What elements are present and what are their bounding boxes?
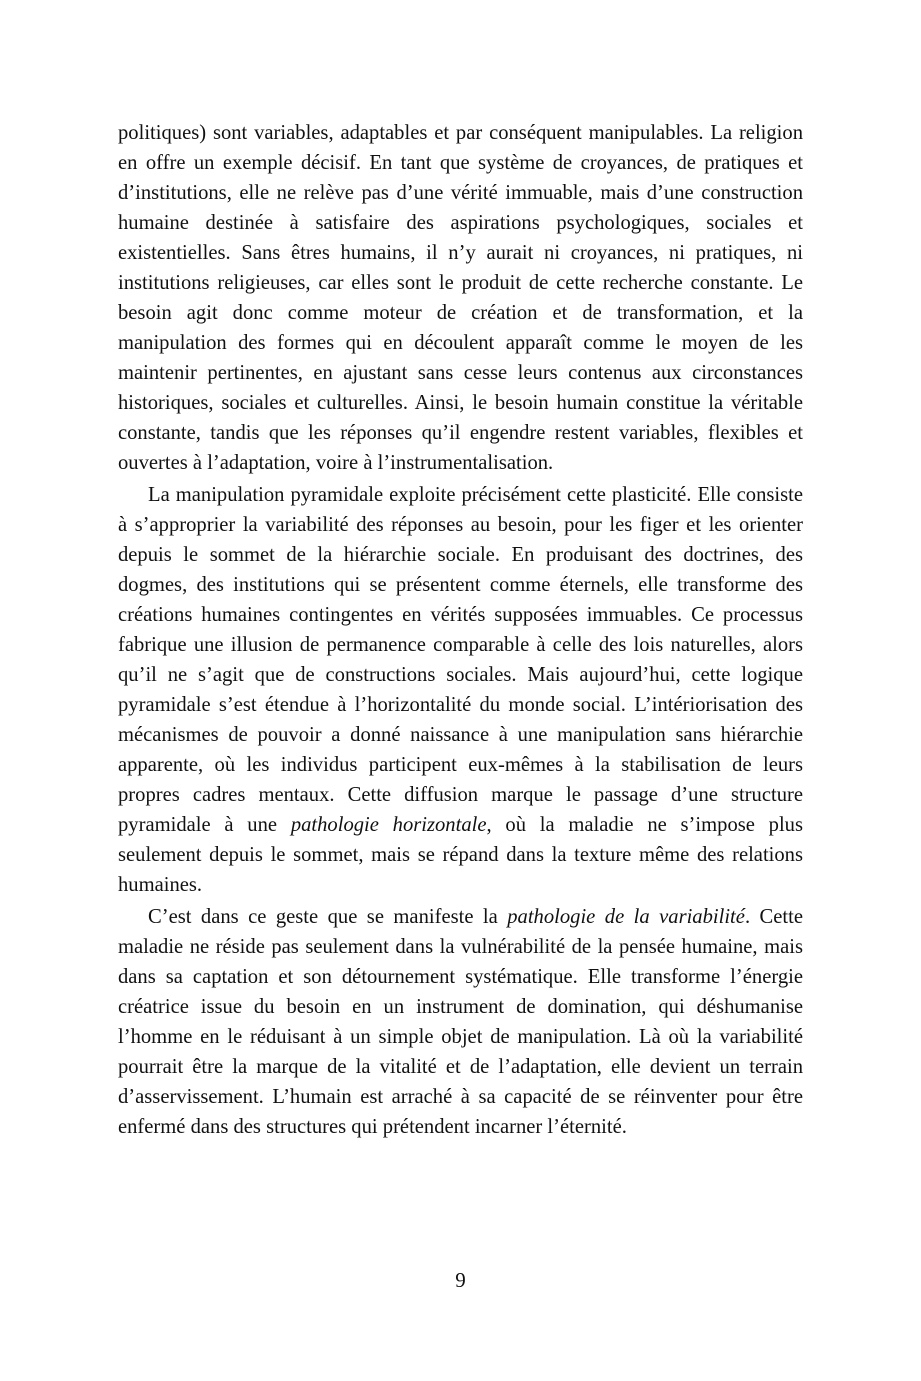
paragraph-2-text-start: La manipulation pyramidale exploite précisément cette plasticité. Elle consiste à s’approprier la variabilité des réponses au besoin, pour les figer et les orienter depuis le sommet de la hiérarchie sociale. En produisant des doctrines, des dogmes, des institutions qui se présentent comme éternels, elle transforme des créations humaines contingentes en vérités supposées immuables. Ce processus fabrique une illusion de permanence comparable à celle des lois naturelles, alors qu’il ne s’agit que de constructions sociales. Mais aujourd’hui, cette logique pyramidale s’est étendue à l’horizontalité du monde social. L’intériorisation des mécanismes de pouvoir a donné naissance à une manipulation sans hiérarchie apparente, où les individus participent eux-mêmes à la stabilisation de leurs propres cadres mentaux. Cette diffusion marque le passage d’une structure pyramidale à une — [118, 484, 803, 836]
paragraph-3-text-end: . Cette maladie ne réside pas seulement dans la vulnérabilité de la pensée humaine, mais dans sa captation et son détournement systématique. Elle transforme l’énergie créatrice issue du besoin en un instrument de domination, qui déshumanise l’homme en le réduisant à un simple objet de manipulation. Là où la variabilité pourrait être la marque de la vitalité et de l’adaptation, elle devient un terrain d’asservissement. L’humain est arraché à sa capacité de se réinventer pour être enfermé dans des structures qui prétendent incarner l’éternité. — [118, 906, 803, 1138]
paragraph-3-text-start: C’est dans ce geste que se manifeste la — [148, 906, 508, 928]
paragraph-2-text-end: , où la maladie ne s’impose plus seulement depuis le sommet, mais se répand dans la texture même des relations humaines. — [118, 814, 803, 896]
page-number: 9 — [455, 1268, 466, 1292]
paragraph-1 — [118, 118, 803, 478]
paragraph-2 — [118, 480, 803, 900]
paragraph-3 — [118, 902, 803, 1142]
paragraph-1-text: politiques) sont variables, adaptables et par conséquent manipulables. La religion en offre un exemple décisif. En tant que système de croyances, de pratiques et d’institutions, elle ne relève pas d’une vérité immuable, mais d’une construction humaine destinée à satisfaire des aspirations psychologiques, sociales et existentielles. Sans êtres humains, il n’y aurait ni croyances, ni pratiques, ni institutions religieuses, car elles sont le produit de cette recherche constante. Le besoin agit donc comme moteur de création et de transformation, et la manipulation des formes qui en découlent apparaît comme le moyen de les maintenir pertinentes, en ajustant sans cesse leurs contenus aux circonstances historiques, sociales et culturelles. Ainsi, le besoin humain constitue la véritable constante, tandis que les réponses qu’il engendre restent variables, flexibles et ouvertes à l’adaptation, voire à l’instrumentalisation. — [118, 122, 803, 474]
body-text — [118, 118, 803, 1144]
paragraph-2-italic-term: pathologie horizontale — [290, 814, 487, 836]
paragraph-3-italic-term: pathologie de la variabilité — [507, 906, 745, 928]
